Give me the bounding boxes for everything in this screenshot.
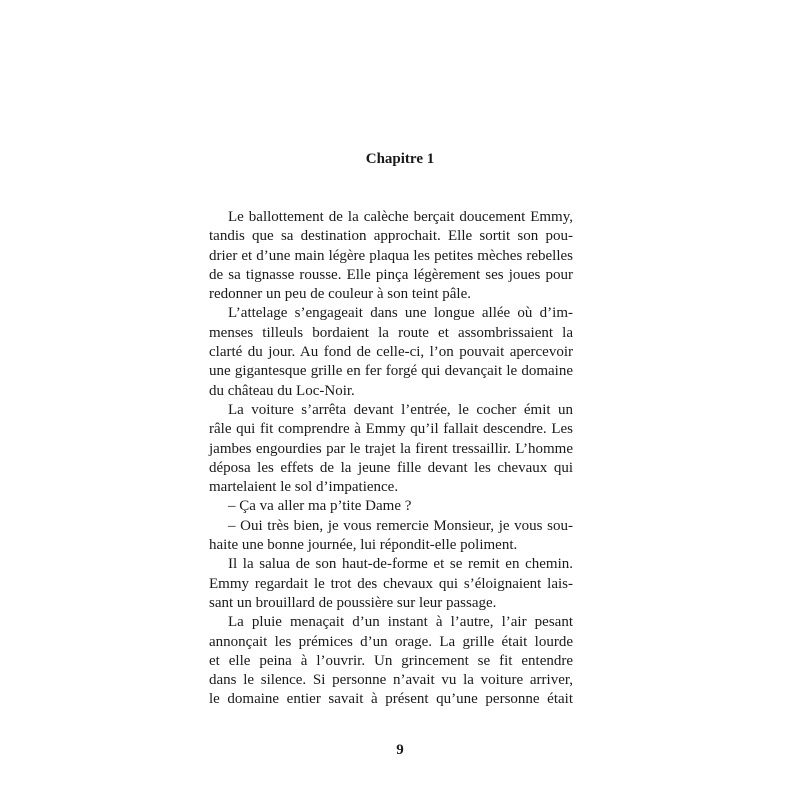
text-line: menses tilleuls bordaient la route et assombrissaient la — [209, 324, 573, 341]
text-line: haite une bonne journée, lui répondit-elle poliment. — [209, 537, 518, 554]
text-line: Le ballottement de la calèche berçait doucement Emmy, — [228, 209, 573, 225]
text-line: une gigantesque grille en fer forgé qui devançait le domaine — [209, 363, 573, 380]
text-line: du château du Loc-Noir. — [209, 382, 355, 399]
text-line: drier et d’une main légère plaqua les petites mèches rebelles — [209, 247, 573, 264]
text-line: annonçait les prémices d’un orage. La grille était lourde — [209, 633, 573, 650]
page-number: 9 — [396, 742, 404, 758]
text-line: sant un brouillard de poussière sur leur passage. — [209, 594, 497, 611]
chapter-title: Chapitre 1 — [365, 151, 435, 167]
text-line: martelaient le sol d’impatience. — [209, 479, 399, 496]
text-line: râle qui fit comprendre à Emmy qu’il fallait descendre. Les — [209, 421, 573, 438]
text-line: La pluie menaçait d’un instant à l’autre, l’air pesant — [228, 614, 573, 631]
text-line: et elle peina à l’ouvrir. Un grincement se fit entendre — [209, 652, 573, 669]
text-line: jambes engourdies par le trajet la firent tressaillir. L’homme — [209, 440, 573, 457]
text-line: de sa tignasse rousse. Elle pinça légèrement ses joues pour — [209, 266, 573, 283]
text-line: dans le silence. Si personne n’avait vu la voiture arriver, — [209, 672, 573, 689]
text-line: redonner un peu de couleur à son teint pâle. — [209, 286, 471, 303]
text-line: Il la salua de son haut-de-forme et se remit en chemin. — [228, 556, 573, 573]
text-line: tandis que sa destination approchait. Elle sortit son pou- — [209, 228, 573, 245]
text-line: déposa les effets de la jeune fille devant les chevaux qui — [209, 459, 573, 476]
text-line: clarté du jour. Au fond de celle-ci, l’on pouvait apercevoir — [209, 344, 573, 361]
text-line: – Oui très bien, je vous remercie Monsieur, je vous sou- — [228, 517, 573, 534]
text-line: Emmy regardait le trot des chevaux qui s’éloignaient lais- — [209, 575, 573, 592]
text-line: le domaine entier savait à présent qu’une personne était — [209, 691, 573, 708]
text-line: L’attelage s’engageait dans une longue allée où d’im- — [228, 305, 573, 322]
body-text — [209, 208, 573, 710]
text-line: – Ça va aller ma p’tite Dame ? — [228, 498, 412, 515]
text-line: La voiture s’arrêta devant l’entrée, le cocher émit un — [228, 401, 573, 418]
